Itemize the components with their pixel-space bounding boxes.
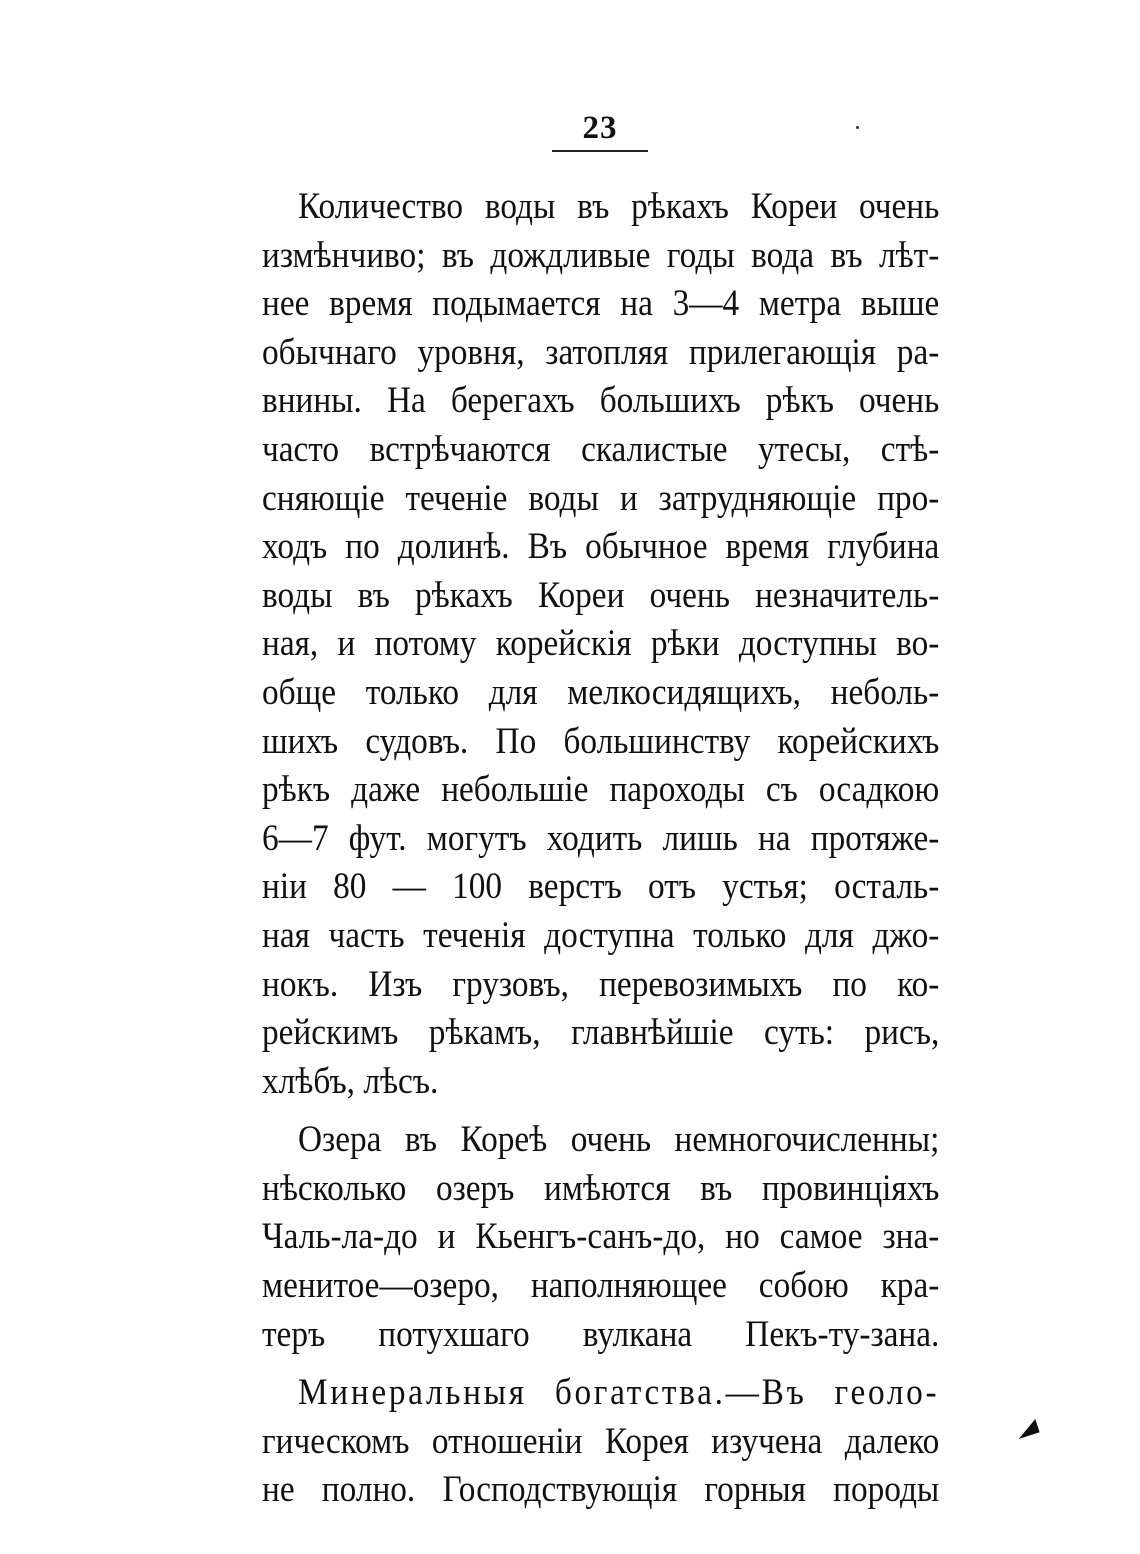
- paragraph-minerals: [262, 1369, 940, 1515]
- scan-speck: [856, 126, 859, 129]
- text-line: измѣнчиво; въ дождливые годы вода въ лѣт-: [262, 234, 940, 276]
- body-text: [262, 183, 940, 1515]
- text-line: воды въ рѣкахъ Кореи очень незначитель-: [262, 574, 940, 616]
- paragraph-gap: [262, 1359, 940, 1369]
- text-line: не полно. Господствующія горныя породы: [262, 1469, 940, 1511]
- paragraph-gap: [262, 1106, 940, 1116]
- text-line: сняющіе теченіе воды и затрудняющіе про-: [262, 477, 940, 519]
- text-line: рейскимъ рѣкамъ, главнѣйшіе суть: рисъ,: [262, 1012, 940, 1054]
- text-line: ходъ по долинѣ. Въ обычное время глубина: [262, 526, 940, 568]
- text-line: шихъ судовъ. По большинству корейскихъ: [262, 720, 940, 762]
- text-line: нокъ. Изъ грузовъ, перевозимыхъ по ко-: [262, 963, 940, 1005]
- text-line: Количество воды въ рѣкахъ Кореи очень: [298, 186, 940, 227]
- text-line: обще только для мелкосидящихъ, неболь-: [262, 671, 940, 713]
- text-line: обычнаго уровня, затопляя прилегающія ра-: [262, 331, 940, 373]
- text-line: Озера въ Кореѣ очень немногочисленны;: [298, 1119, 940, 1161]
- text-line: рѣкъ даже небольшіе пароходы съ осадкою: [262, 769, 940, 811]
- corner-mark-icon: [1014, 1419, 1039, 1439]
- text-line: хлѣбъ, лѣсъ.: [262, 1060, 439, 1102]
- text-line: внины. На берегахъ большихъ рѣкъ очень: [262, 380, 940, 422]
- text-line: менитое—озеро, наполняющее собою кра-: [262, 1265, 940, 1307]
- page-number-rule: [552, 150, 648, 152]
- paragraph-rivers: [262, 183, 940, 1106]
- text-line: Чаль-ла-до и Кьенгъ-санъ-до, но самое зна-: [262, 1216, 940, 1258]
- text-line: ная часть теченія доступна только для джо-: [262, 914, 940, 956]
- text-line: ная, и потому корейскія рѣки доступны во-: [262, 623, 940, 665]
- text-line: ніи 80 — 100 верстъ отъ устья; осталь-: [262, 866, 940, 908]
- text-line: нѣсколько озеръ имѣются въ провинціяхъ: [262, 1167, 940, 1209]
- text-line: часто встрѣчаются скалистые утесы, стѣ-: [262, 428, 940, 470]
- text-line: гическомъ отношеніи Корея изучена далеко: [262, 1420, 940, 1462]
- paragraph-lakes: [262, 1116, 940, 1359]
- text-line: теръ потухшаго вулкана Пекъ-ту-зана.: [262, 1313, 940, 1355]
- page-number: 23: [582, 110, 618, 146]
- text-line: 6—7 фут. могутъ ходить лишь на протяже-: [262, 817, 940, 859]
- text-line: Минеральныя богатства.—Въ геоло-: [298, 1372, 940, 1414]
- text-line: нее время подымается на 3—4 метра выше: [262, 283, 940, 325]
